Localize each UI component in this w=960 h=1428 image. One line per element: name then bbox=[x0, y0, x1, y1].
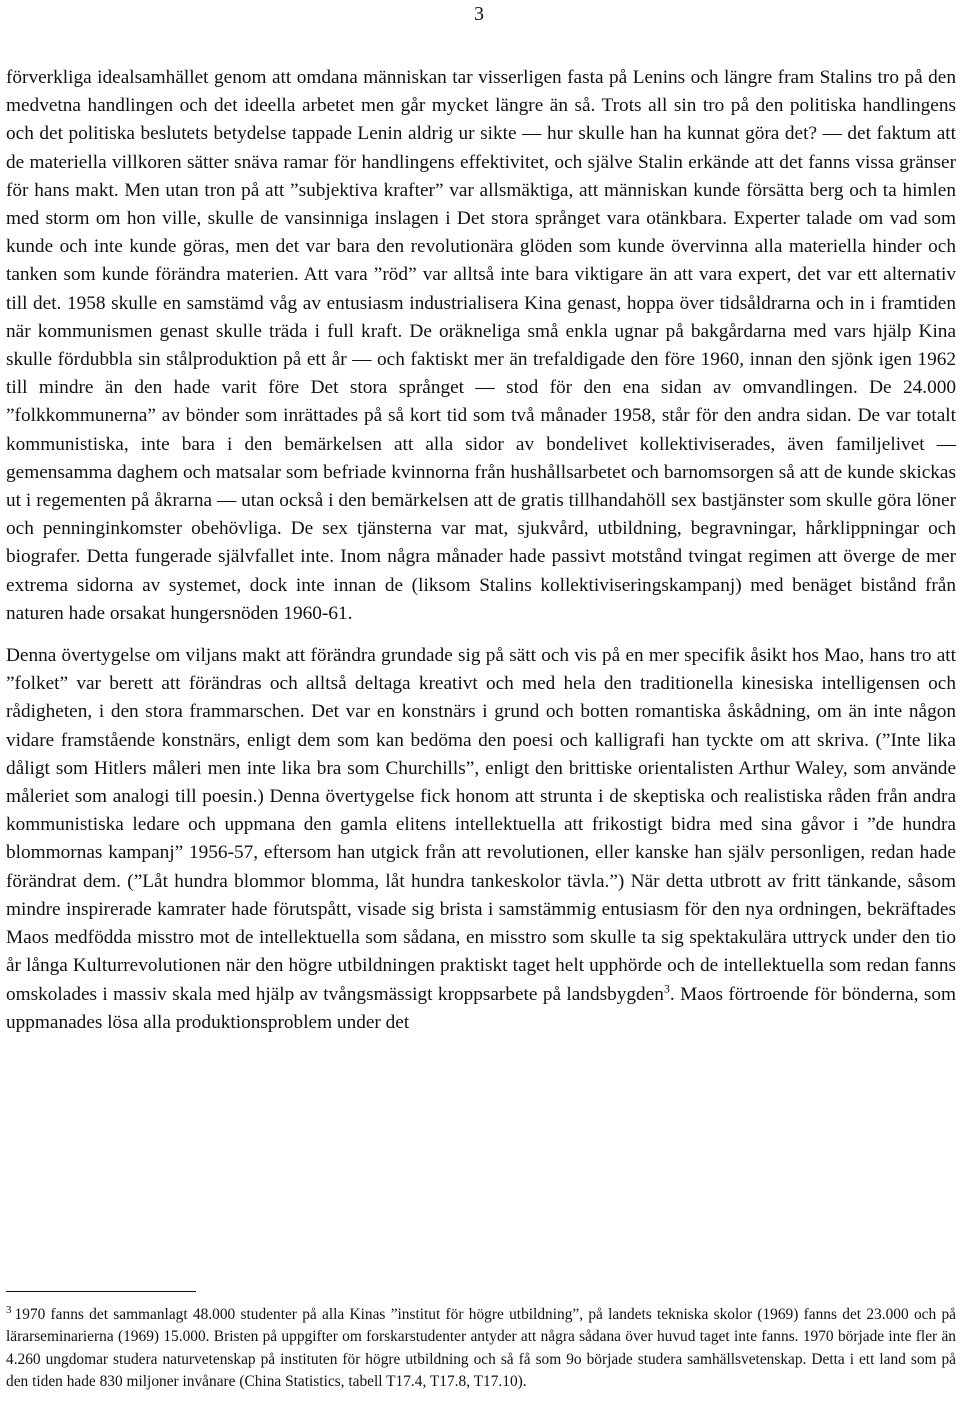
body-text bbox=[6, 64, 956, 1037]
footnote bbox=[6, 1304, 956, 1394]
paragraph-1: förverkliga idealsamhället genom att omdana människan tar visserligen fasta på Lenins och längre fram Stalins tro på den medvetna handlingen och det ideella arbetet men går mycket längre än så. Trots all sin tro på den politiska handlingens och det politiska beslutets betydelse tappade Lenin aldrig ur sikte — hur skulle han ha kunnat göra det? — det faktum att de materiella villkoren sätter snäva ramar för handlingens effektivitet, och själve Stalin erkände att det fanns vissa gränser för hans makt. Men utan tron på att ”subjektiva krafter” var allsmäktiga, att människan kunde försätta berg och ta himlen med storm om hon ville, skulle de vansinniga inslagen i Det stora språnget vara otänkbara. Experter talade om vad som kunde och inte kunde göras, men det var bara den revolutionära glöden som kunde övervinna alla materiella hinder och tanken som kunde förändra materien. Att vara ”röd” var alltså inte bara viktigare än att vara expert, det var ett alternativ till det. 1958 skulle en samstämd våg av entusiasm industrialisera Kina genast, hoppa över tidsåldrarna och in i framtiden när kommunismen genast skulle träda i full kraft. De oräkneliga små enkla ugnar på bakgårdarna med vars hjälp Kina skulle fördubbla sin stålproduktion på ett år — och faktiskt mer än trefaldigade den före 1960, innan den sjönk igen 1962 till mindre än den hade varit före Det stora språnget — stod för den ena sidan av omvandlingen. De 24.000 ”folkkommunerna” av bönder som inrättades på så kort tid som två månader 1958, står för den andra sidan. De var totalt kommunistiska, inte bara i den bemärkelsen att alla sidor av bondelivet kollektiviserades, även familjelivet — gemensamma daghem och matsalar som befriade kvinnorna från hushållsarbetet och barnomsorgen så att de kunde skickas ut i regementen på åkrarna — utan också i den bemärkelsen att de gratis tillhandahöll sex bastjänster som skulle göra löner och penninginkomster obehövliga. De sex tjänsterna var mat, sjukvård, utbildning, begravningar, hårklippningar och biografer. Detta fungerade självfallet inte. Inom några månader hade passivt motstånd tvingat regimen att överge de mer extrema sidorna av systemet, dock inte innan de (liksom Stalins kollektiviseringskampanj) med benäget bistånd från naturen hade orsakat hungersnöden 1960-61. bbox=[6, 67, 956, 624]
paragraph-2-continuation: . Maos förtroende för bönderna, som uppmanades lösa alla produktionsproblem under det bbox=[6, 983, 956, 1033]
page-number: 3 bbox=[474, 3, 484, 25]
footnote-number: 3 bbox=[6, 1303, 12, 1316]
footnote-reference: 3 bbox=[663, 981, 670, 996]
footnote-text: 1970 fanns det sammanlagt 48.000 studenter på alla Kinas ”institut för högre utbildning”, på landets tekniska skolor (1969) fanns det 23.000 och på lärarseminarierna (1969) 15.000. Bristen på uppgifter om forskarstudenter antyder att några sådana över huvud taget inte fanns. 1970 började inte fler än 4.260 ungdomar studera naturvetenskap på instituten för högre utbildning och så få som 9o började studera samhällsvetenskap. Detta i ett land som på den tiden hade 830 miljoner invånare (China Statistics, tabell T17.4, T17.8, T17.10). bbox=[6, 1306, 956, 1391]
paragraph-2 bbox=[6, 642, 956, 1037]
paragraph-2-text: Denna övertygelse om viljans makt att förändra grundade sig på sätt och vis på en mer specifik åsikt hos Mao, hans tro att ”folket” var berett att förändras och alltså deltaga kreativt och med hela den traditionella kinesiska intelligensen och rådigheten, i den stora frammarschen. Det var en konstnärs i grund och botten romantiska åskådning, om än inte någon vidare framstående konstnärs, enligt dem som kan bedöma den poesi och kalligrafi han tyckte om att skriva. (”Inte lika dåligt som Hitlers måleri men inte lika bra som Churchills”, enligt den brittiske orientalisten Arthur Waley, som använde måleriet som analogi till poesin.) Denna övertygelse fick honom att strunta i de skeptiska och realistiska råden från andra kommunistiska ledare och uppmana den gamla elitens intellektuella att frikostigt bidra med sina gåvor i ”de hundra blommornas kampanj” 1956-57, eftersom han utgick från att revolutionen, eller kanske han själv personligen, redan hade förändrat dem. (”Låt hundra blommor blomma, låt hundra tankeskolor tävla.”) När detta utbrott av fritt tänkande, såsom mindre inspirerade kamrater hade förutspått, visade sig brista i samstämmig entusiasm för den nya ordningen, bekräftades Maos medfödda misstro mot de intellektuella som sådana, en misstro som skulle ta sig spektakulära uttryck under den tio år långa Kulturrevolutionen när den högre utbildningen praktiskt taget helt upphörde och de intellektuella som redan fanns omskolades i massiv skala med hjälp av tvångsmässigt kroppsarbete på landsbygden bbox=[6, 645, 956, 1005]
footnote-separator bbox=[6, 1291, 196, 1292]
